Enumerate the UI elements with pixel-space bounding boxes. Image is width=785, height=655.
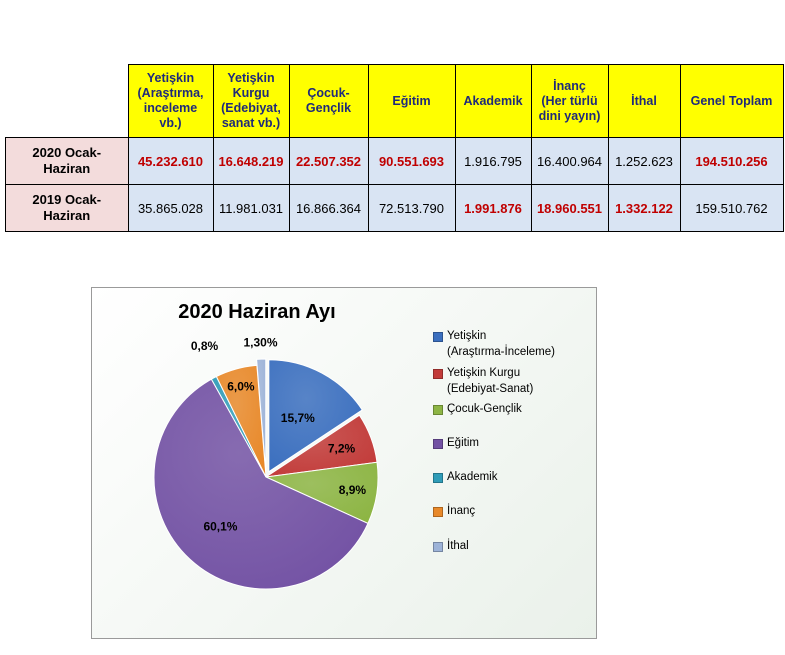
legend-swatch — [433, 369, 443, 379]
data-table — [5, 64, 784, 232]
legend-item — [433, 365, 533, 397]
column-header: Genel Toplam — [680, 65, 783, 138]
table-cell: 16.866.364 — [289, 185, 368, 232]
pie-data-label: 0,8% — [190, 339, 219, 354]
pie-data-label: 6,0% — [227, 379, 255, 394]
column-header: Yetişkin Kurgu (Edebiyat, sanat vb.) — [213, 65, 289, 138]
table-cell: 22.507.352 — [289, 138, 368, 185]
column-header: Akademik — [455, 65, 531, 138]
column-header: Eğitim — [368, 65, 455, 138]
pie-data-label: 8,9% — [338, 482, 367, 497]
legend-item — [433, 469, 498, 485]
chart-title: 2020 Haziran Ayı — [178, 301, 336, 323]
table-cell: 35.865.028 — [128, 185, 213, 232]
table-cell: 45.232.610 — [128, 138, 213, 185]
legend-item — [433, 503, 475, 519]
pie-plot — [92, 288, 432, 638]
pie-data-label: 15,7% — [280, 410, 315, 425]
legend-swatch — [433, 473, 443, 483]
pie-chart — [91, 287, 597, 639]
table-cell: 194.510.256 — [680, 138, 783, 185]
legend-item — [433, 435, 479, 451]
pie-data-label: 7,2% — [327, 441, 356, 456]
legend-label: Çocuk-Gençlik — [447, 403, 522, 415]
legend-item — [433, 538, 469, 554]
table-cell: 16.400.964 — [531, 138, 608, 185]
table-cell: 1.332.122 — [608, 185, 680, 232]
table-cell: 11.981.031 — [213, 185, 289, 232]
table-cell: 1.252.623 — [608, 138, 680, 185]
legend-swatch — [433, 507, 443, 517]
legend-swatch — [433, 542, 443, 552]
table-cell: 1.916.795 — [455, 138, 531, 185]
legend-swatch — [433, 405, 443, 415]
table-cell: 1.991.876 — [455, 185, 531, 232]
legend-item — [433, 401, 522, 417]
column-header: Çocuk- Gençlik — [289, 65, 368, 138]
legend-swatch — [433, 439, 443, 449]
table-cell: 159.510.762 — [680, 185, 783, 232]
column-header: İthal — [608, 65, 680, 138]
pie-data-label: 1,30% — [243, 335, 278, 350]
table-cell: 18.960.551 — [531, 185, 608, 232]
table-row — [6, 185, 784, 232]
row-label: 2020 Ocak- Haziran — [6, 138, 129, 185]
table-header-row — [6, 65, 784, 138]
table-row — [6, 138, 784, 185]
table-cell: 90.551.693 — [368, 138, 455, 185]
legend-swatch — [433, 332, 443, 342]
legend-label: İnanç — [447, 505, 476, 517]
table-cell: 16.648.219 — [213, 138, 289, 185]
table-corner — [6, 65, 129, 138]
legend-label: Yetişkin Kurgu (Edebiyat-Sanat) — [447, 367, 534, 395]
legend-label: Eğitim — [447, 437, 479, 449]
row-label: 2019 Ocak- Haziran — [6, 185, 129, 232]
column-header: Yetişkin (Araştırma, inceleme vb.) — [128, 65, 213, 138]
legend-label: Akademik — [447, 471, 498, 483]
legend-label: İthal — [447, 540, 469, 552]
pie-data-label: 60,1% — [203, 519, 238, 534]
column-header: İnanç (Her türlü dini yayın) — [531, 65, 608, 138]
table-cell: 72.513.790 — [368, 185, 455, 232]
legend-item — [433, 328, 555, 360]
legend-label: Yetişkin (Araştırma-İnceleme) — [447, 330, 555, 358]
